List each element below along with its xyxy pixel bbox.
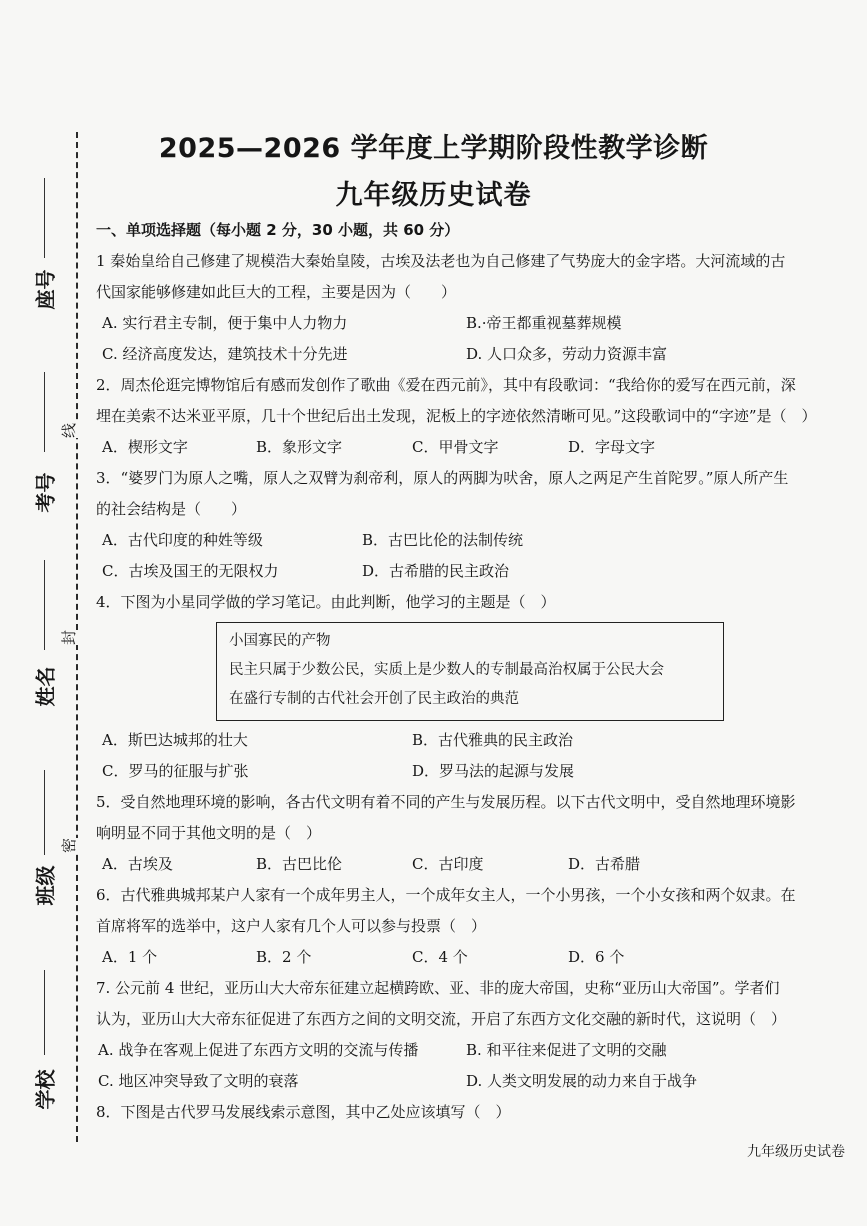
q6-stem-line: 首席将军的选举中，这户人家有几个人可以参与投票（ ） [96,917,487,935]
q2-stem-line: 2．周杰伦逛完博物馆后有感而发创作了歌曲《爱在西元前》，其中有段歌词：“我给你的爱写在西元前，深 [96,376,796,394]
exam-number-fill-line [44,372,45,452]
seal-char-seal: 封 [56,630,81,645]
q1-stem-line: 1 秦始皇给自己修建了规模浩大秦始皇陵，古埃及法老也为自己修建了气势庞大的金字塔。大河流域的古 [96,252,786,270]
page-footer: 九年级历史试卷 [747,1144,845,1160]
q3-stem-line: 3．“婆罗门为原人之嘴，原人之双臂为刹帝利，原人的两脚为吠舍，原人之两足产生首陀罗。”原人所产生 [96,469,789,487]
q4-options-row [96,725,840,756]
q5-option-a: A．古埃及 [102,855,173,873]
q2-option-b: B．象形文字 [256,438,343,456]
exam-subtitle: 九年级历史试卷 [335,180,532,211]
q6-options-row [96,942,840,973]
q1-option-d: D. 人口众多，劳动力资源丰富 [466,345,668,363]
seal-char-secret: 密 [56,838,81,853]
q5-stem-line: 响明显不同于其他文明的是（ ） [96,824,322,842]
q7-options-row [96,1066,840,1097]
q3-option-c: C．古埃及国王的无限权力 [102,562,279,580]
study-notes-box [216,622,724,721]
q2-option-c: C．甲骨文字 [412,438,499,456]
q3-stem-line: 的社会结构是（ ） [96,500,247,518]
exam-content [96,215,840,1128]
q1-option-a: A. 实行君主专制，便于集中人力物力 [102,314,348,332]
notes-line: 小国寡民的产物 [229,633,331,649]
school-label: 学校 [33,1069,58,1110]
q5-stem-line: 5．受自然地理环境的影响，各古代文明有着不同的产生与发展历程。以下古代文明中，受自然地理环境影 [96,793,796,811]
q1-option-b: B.·帝王都重视墓葬规模 [466,314,622,332]
q7-option-b: B. 和平往来促进了文明的交融 [466,1041,667,1059]
q2-options-row [96,432,840,463]
seat-number-label: 座号 [33,269,58,310]
q4-option-b: B．古代雅典的民主政治 [412,731,574,749]
q5-option-d: D．古希腊 [568,855,641,873]
q6-option-b: B．2 个 [256,948,312,966]
seal-char-line: 线 [56,423,81,438]
class-label: 班级 [33,865,58,906]
q5-option-c: C．古印度 [412,855,484,873]
q4-option-a: A．斯巴达城邦的壮大 [102,731,248,749]
q1-stem-line: 代国家能够修建如此巨大的工程，主要是因为（ ） [96,283,457,301]
q7-option-c: C. 地区冲突导致了文明的衰落 [98,1072,299,1090]
q4-option-c: C．罗马的征服与扩张 [102,762,249,780]
q1-option-c: C. 经济高度发达，建筑技术十分先进 [102,345,348,363]
exam-title: 2025—2026 学年度上学期阶段性教学诊断 [158,133,709,164]
q7-stem-line: 7. 公元前 4 世纪，亚历山大大帝东征建立起横跨欧、亚、非的庞大帝国，史称“亚历山大帝国”。学者们 [96,979,780,997]
q5-option-b: B．古巴比伦 [256,855,343,873]
q3-options-row [96,525,840,556]
q3-option-a: A．古代印度的种姓等级 [102,531,263,549]
notes-line: 民主只属于少数公民，实质上是少数人的专制最高治权属于公民大会 [229,662,664,678]
q4-option-d: D．罗马法的起源与发展 [412,762,575,780]
school-fill-line [44,970,45,1055]
q6-stem-line: 6．古代雅典城邦某户人家有一个成年男主人，一个成年女主人，一个小男孩，一个小女孩和两个奴隶。在 [96,886,796,904]
q2-option-d: D．字母文字 [568,438,656,456]
section-heading: 一、单项选择题（每小题 2 分，30 小题，共 60 分） [96,221,460,239]
q3-option-d: D．古希腊的民主政治 [362,562,510,580]
q6-option-d: D．6 个 [568,948,625,966]
q2-stem-line: 埋在美索不达米亚平原，几十个世纪后出土发现，泥板上的字迹依然清晰可见。”这段歌词中的“字迹”是（ ） [96,407,817,425]
q7-stem-line: 认为，亚历山大大帝东征促进了东西方之间的文明交流，开启了东西方文化交融的新时代，这说明（ ） [96,1010,787,1028]
q4-options-row [96,756,840,787]
q1-options-row [96,308,840,339]
notes-line: 在盛行专制的古代社会开创了民主政治的典范 [229,691,519,707]
q5-options-row [96,849,840,880]
name-fill-line [44,560,45,650]
class-fill-line [44,770,45,855]
q1-options-row [96,339,840,370]
q2-option-a: A．楔形文字 [102,438,188,456]
q4-stem-line: 4．下图为小星同学做的学习笔记。由此判断，他学习的主题是（ ） [96,593,556,611]
q3-options-row [96,556,840,587]
q6-option-a: A．1 个 [102,948,158,966]
q8-stem-line: 8．下图是古代罗马发展线索示意图，其中乙处应该填写（ ） [96,1103,511,1121]
name-label: 姓名 [33,666,58,707]
q7-option-a: A. 战争在客观上促进了东西方文明的交流与传播 [98,1041,419,1059]
q6-option-c: C．4 个 [412,948,468,966]
q7-option-d: D. 人类文明发展的动力来自于战争 [466,1072,698,1090]
q7-options-row [96,1035,840,1066]
exam-number-label: 考号 [33,472,58,513]
q3-option-b: B．古巴比伦的法制传统 [362,531,524,549]
